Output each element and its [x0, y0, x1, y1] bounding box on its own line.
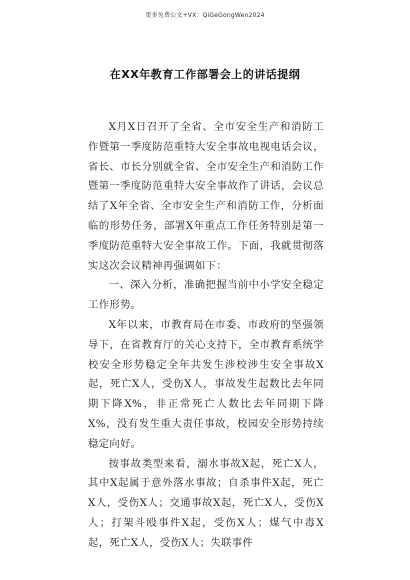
document-title: 在XX年教育工作部署会上的讲话提纲: [109, 68, 301, 81]
paragraph-intro: X月X日召开了全省、全市安全生产和消防工作暨第一季度防范重特大安全事故电视电话会议，省长、市长分别就全省、全市安全生产和消防工作暨第一季度防范重特大安全事故作了讲话，会议总结了X年全省、全市安全生产和消防工作，分析面临的形势任务，部署X年重点工作任务特别是第一季度防范重特大安全事故工作。下面，我就贯彻落实这次会议精神再强调如下：: [88, 121, 324, 272]
paragraph-section-heading: 一、深入分析，准确把握当前中小学安全稳定工作形势。: [88, 279, 324, 312]
header-note: 更多免费公文+VX：QiGeGongWen2024: [145, 12, 265, 19]
paragraph-overview: X年以来，市教育局在市委、市政府的坚强领导下，在省教育厅的关心支持下，全市教育系统学校安全形势稳定全年共发生涉校涉生安全事故X起，死亡X人，受伤X人，事故发生起数比去年同期下降X%，非正常死亡人数比去年同期下降X%，没有发生重大责任事故，校园安全形势持续稳定向好。: [88, 318, 324, 450]
paragraph-accident-types: 按事故类型来看，溺水事故X起，死亡X人，其中X起属于意外落水事故；自杀事件X起，死亡X人，受伤X人；交通事故X起，死亡X人，受伤X人；打架斗殴事件X起，受伤X人；煤气中毒X起，死亡X人，受伤X人；失联事件: [88, 457, 324, 549]
document-body: [88, 118, 324, 554]
